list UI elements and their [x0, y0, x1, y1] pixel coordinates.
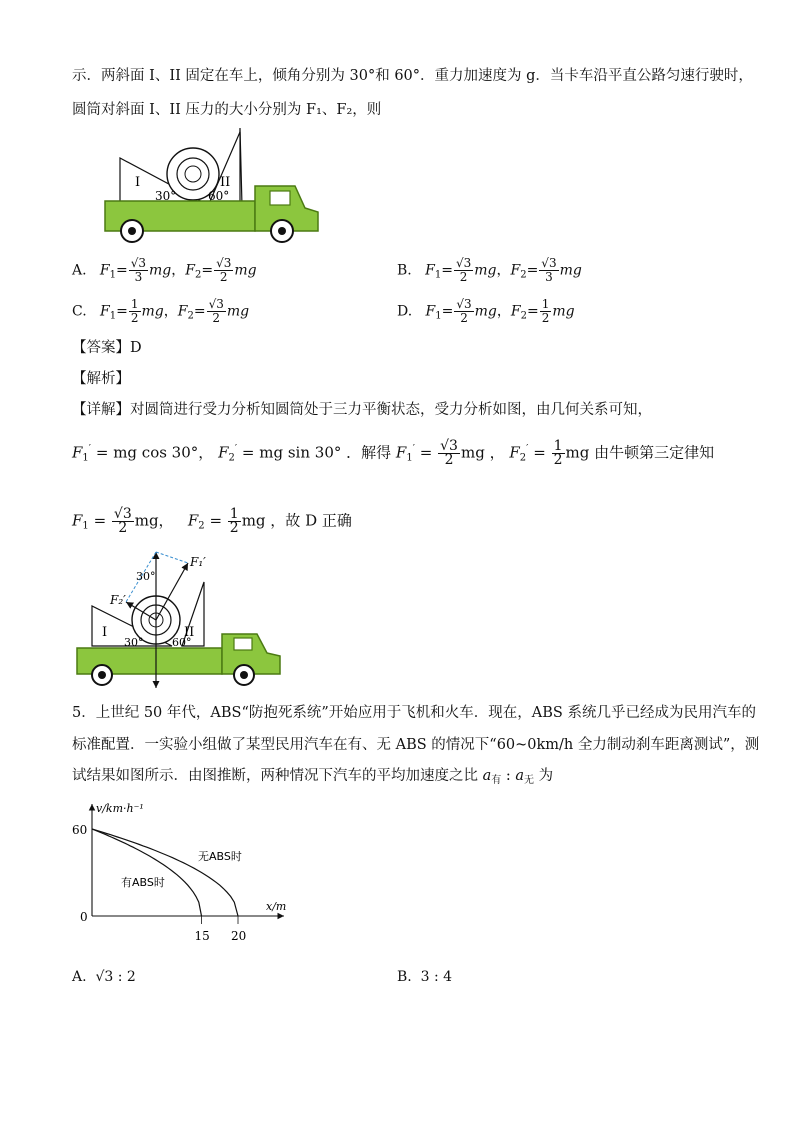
- eq2-num2: 1: [229, 506, 239, 522]
- force-diagram: [72, 548, 287, 693]
- q5-line-3-tail: 为: [538, 768, 554, 784]
- option-C[interactable]: C. $F_1=$ $\frac{1}{2}$ mg，$F_2=$ $\frac{√3}{2}$ mg: [72, 297, 250, 325]
- answer-tag: 【答案】: [72, 340, 130, 356]
- q5-line-3-text: 试结果如图所示．由图推断，两种情况下汽车的平均加速度之比: [72, 768, 478, 784]
- label-II-2: II: [184, 625, 195, 640]
- D-f1-num: √3: [456, 297, 472, 311]
- x-tick-20: 20: [231, 929, 247, 943]
- f2-prime-label: F₂′: [110, 593, 126, 607]
- q5-option-B-text: 3 : 4: [420, 969, 453, 985]
- eq1-part6: mg 由牛顿第三定律知: [565, 443, 715, 462]
- label-I: I: [135, 175, 141, 190]
- angle-60-2: 60°: [172, 636, 192, 649]
- detail-text: 对圆筒进行受力分析知圆筒处于三力平衡状态，受力分析如图，由几何关系可知，: [130, 402, 652, 418]
- eq1-num2: 1: [553, 438, 563, 454]
- q5-option-B-label: B.: [397, 969, 412, 985]
- q5-option-A[interactable]: [72, 968, 136, 986]
- eq2-den1: 2: [118, 520, 128, 536]
- angle-30: 30°: [155, 189, 177, 203]
- C-f1-den: 2: [130, 311, 139, 325]
- angle-30-2: 30°: [124, 636, 144, 649]
- eq1-part1: = mg cos 30°，: [95, 443, 214, 462]
- analysis-tag: 【解析】: [72, 371, 130, 387]
- truck-figure-1: [100, 128, 325, 246]
- option-A-label: A.: [72, 262, 87, 279]
- angle-60: 60°: [208, 189, 230, 203]
- eq2-text1: mg，: [134, 511, 174, 530]
- eq1-part4: mg ，: [460, 443, 505, 462]
- option-B[interactable]: B. $F_1=$ $\frac{√3}{2}$ mg，$F_2=$ $\frac{√3}{3}$ mg: [397, 256, 582, 284]
- angle-30-top: 30°: [136, 570, 156, 583]
- intro-line-2: 圆筒对斜面 I、II 压力的大小分别为 F₁、F₂，则: [72, 102, 382, 118]
- C-f2-den: 2: [212, 311, 221, 325]
- eq2-den2: 2: [229, 520, 239, 536]
- answer-line: [72, 338, 142, 358]
- B-f2-den: 3: [545, 270, 553, 284]
- eq1-part5: =: [533, 443, 546, 462]
- v-x-chart: [66, 798, 296, 948]
- q5-option-A-label: A.: [72, 969, 87, 985]
- q5-line-3: 试结果如图所示．由图推断，两种情况下汽车的平均加速度之比 $a_有$ : $a_无$ 为: [72, 768, 554, 786]
- x-axis-label: x/m: [266, 900, 287, 913]
- B-f1-num: √3: [455, 256, 472, 270]
- label-II: II: [220, 175, 231, 190]
- option-A[interactable]: A. $F_1=$ $\frac{√3}{3}$ mg，$F_2=$ $\frac{√3}{2}$ mg: [72, 256, 257, 284]
- y-tick-60: 60: [72, 823, 88, 837]
- option-B-label: B.: [397, 262, 412, 279]
- B-f1-den: 2: [459, 270, 468, 284]
- A-f1-den: 3: [134, 270, 143, 284]
- legend-abs: 有ABS时: [121, 876, 165, 889]
- eq1-den1: 2: [444, 452, 454, 468]
- option-D[interactable]: D. $F_1=$ $\frac{√3}{2}$ mg，$F_2=$ $\frac{1}{2}$ mg: [397, 297, 575, 325]
- answer-value: D: [130, 340, 142, 356]
- x-tick-15: 15: [194, 929, 210, 943]
- A-f2-num: √3: [216, 256, 232, 270]
- C-f1-num: 1: [130, 297, 139, 311]
- option-D-label: D.: [397, 303, 413, 320]
- eq2-text2: mg ，故 D 正确: [241, 511, 352, 530]
- eq1-den2: 2: [553, 452, 563, 468]
- q5-option-B[interactable]: [397, 968, 452, 986]
- equation-1: $F_1'$ = mg cos 30°， $F_2'$ = mg sin 30° ．解得 $F_1'$ = $\frac{√3}{2}$ mg ， $F_2'$ = $\frac{1}{2}$ mg 由牛顿第三定律知: [72, 438, 715, 468]
- A-f1-num: √3: [130, 256, 147, 270]
- series-abs-curve: [92, 829, 202, 916]
- option-C-label: C.: [72, 303, 87, 320]
- label-I-2: I: [102, 625, 108, 640]
- q5-line-1: 5．上世纪 50 年代，ABS“防抱死系统”开始应用于飞机和火车．现在，ABS 系统几乎已经成为民用汽车的: [72, 705, 756, 721]
- f1-prime-label: F₁′: [190, 555, 206, 569]
- intro-line-1: 示．两斜面 I、II 固定在车上，倾角分别为 30°和 60°．重力加速度为 g．当卡车沿平直公路匀速行驶时，: [72, 68, 753, 84]
- eq2-num1: √3: [113, 506, 132, 522]
- eq1-part2: = mg sin 30° ．解得: [241, 443, 392, 462]
- detail-line: [72, 400, 652, 420]
- legend-no-abs: 无ABS时: [198, 850, 242, 863]
- B-f2-num: √3: [541, 256, 557, 270]
- eq1-num1: √3: [440, 438, 458, 454]
- D-f2-num: 1: [541, 297, 550, 311]
- y-axis-label: v/km·h⁻¹: [96, 802, 144, 815]
- A-f2-den: 2: [219, 270, 228, 284]
- origin-label: 0: [80, 910, 88, 924]
- eq1-part3: =: [419, 443, 433, 462]
- D-f2-den: 2: [541, 311, 550, 325]
- detail-tag: 【详解】: [72, 402, 130, 418]
- series-no-abs-curve: [92, 829, 238, 916]
- q5-line-2: 标准配置．一实验小组做了某型民用汽车在有、无 ABS 的情况下“60~0km/h 全力制动刹车距离测试”，测: [72, 737, 760, 753]
- D-f1-den: 2: [460, 311, 468, 325]
- q5-option-A-text: √3 : 2: [95, 969, 136, 985]
- C-f2-num: √3: [208, 297, 224, 311]
- equation-2: $F_1$ = $\frac{√3}{2}$ mg， $F_2$ = $\frac{1}{2}$ mg ，故 D 正确: [72, 506, 352, 536]
